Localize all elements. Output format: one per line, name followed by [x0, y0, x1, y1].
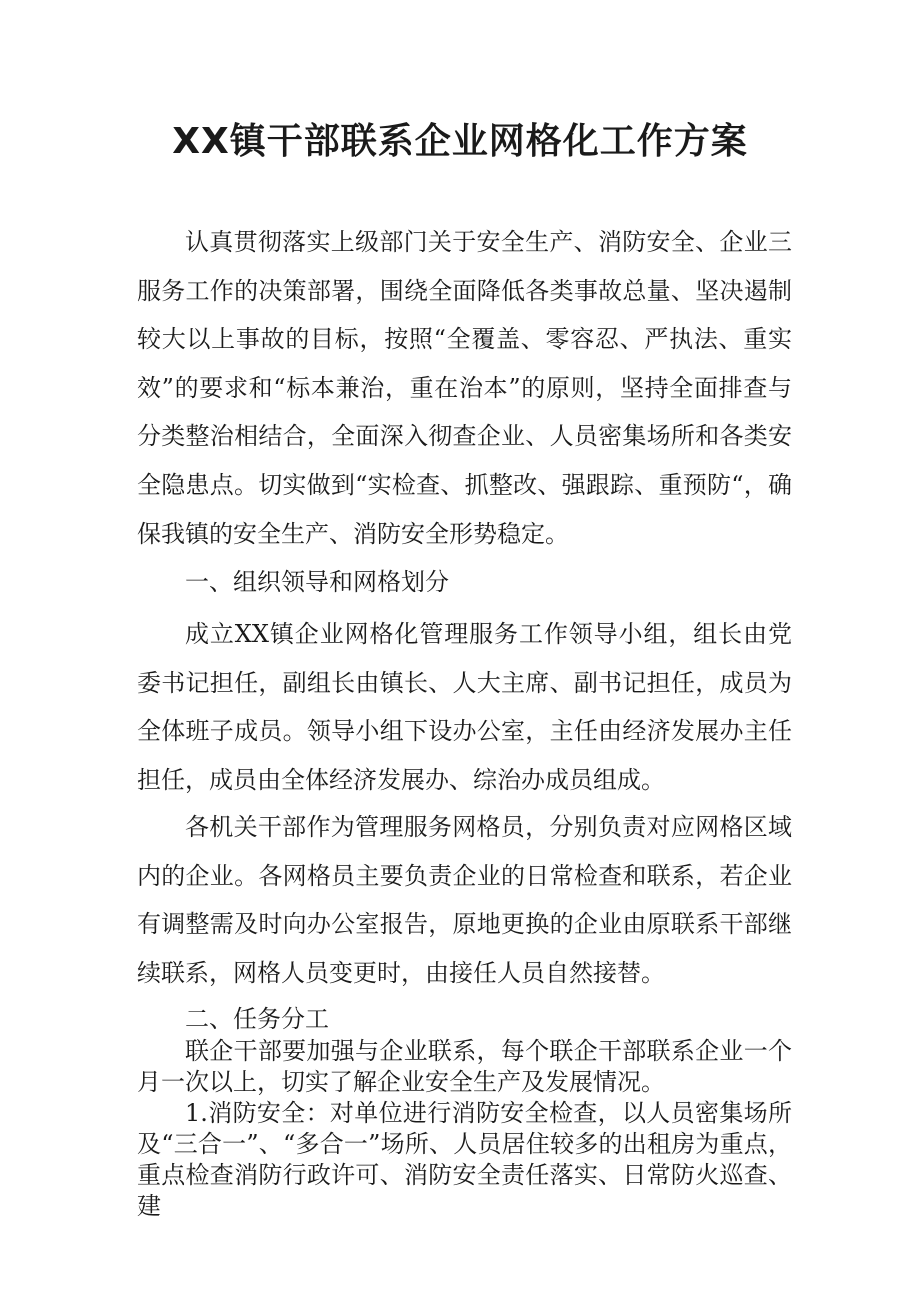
- section-1-heading: 一、组织领导和网格划分: [185, 568, 449, 596]
- section-2-heading: 二、任务分工: [185, 1005, 329, 1033]
- section-1-paragraph-1: 成立XX镇企业网格化管理服务工作领导小组，组长由党委书记担任，副组长由镇长、人大主席、副书记担任，成员为全体班子成员。领导小组下设办公室，主任由经济发展办主任担任，成员由全体经济发展办、综治办成员组成。: [137, 620, 792, 794]
- section-2-paragraph-1: 联企干部要加强与企业联系，每个联企干部联系企业一个月一次以上，切实了解企业安全生产及发展情况。: [137, 1037, 792, 1096]
- intro-paragraph: 认真贯彻落实上级部门关于安全生产、消防安全、企业三服务工作的决策部署，围绕全面降低各类事故总量、坚决遏制较大以上事故的目标，按照“全覆盖、零容忍、严执法、重实效”的要求和“标本兼治，重在治本”的原则，坚持全面排查与分类整治相结合，全面深入彻查企业、人员密集场所和各类安全隐患点。切实做到“实检查、抓整改、强跟踪、重预防“，确保我镇的安全生产、消防安全形势稳定。: [137, 228, 792, 548]
- document-title: XX镇干部联系企业网格化工作方案: [172, 121, 748, 162]
- section-2-paragraph-2: 1.消防安全：对单位进行消防安全检查，以人员密集场所及“三合一”、“多合一”场所、人员居住较多的出租房为重点，重点检查消防行政许可、消防安全责任落实、日常防火巡查、建: [137, 1099, 792, 1220]
- section-1-paragraph-2: 各机关干部作为管理服务网格员，分别负责对应网格区域内的企业。各网格员主要负责企业的日常检查和联系，若企业有调整需及时向办公室报告，原地更换的企业由原联系干部继续联系，网格人员变更时，由接任人员自然接替。: [137, 813, 792, 987]
